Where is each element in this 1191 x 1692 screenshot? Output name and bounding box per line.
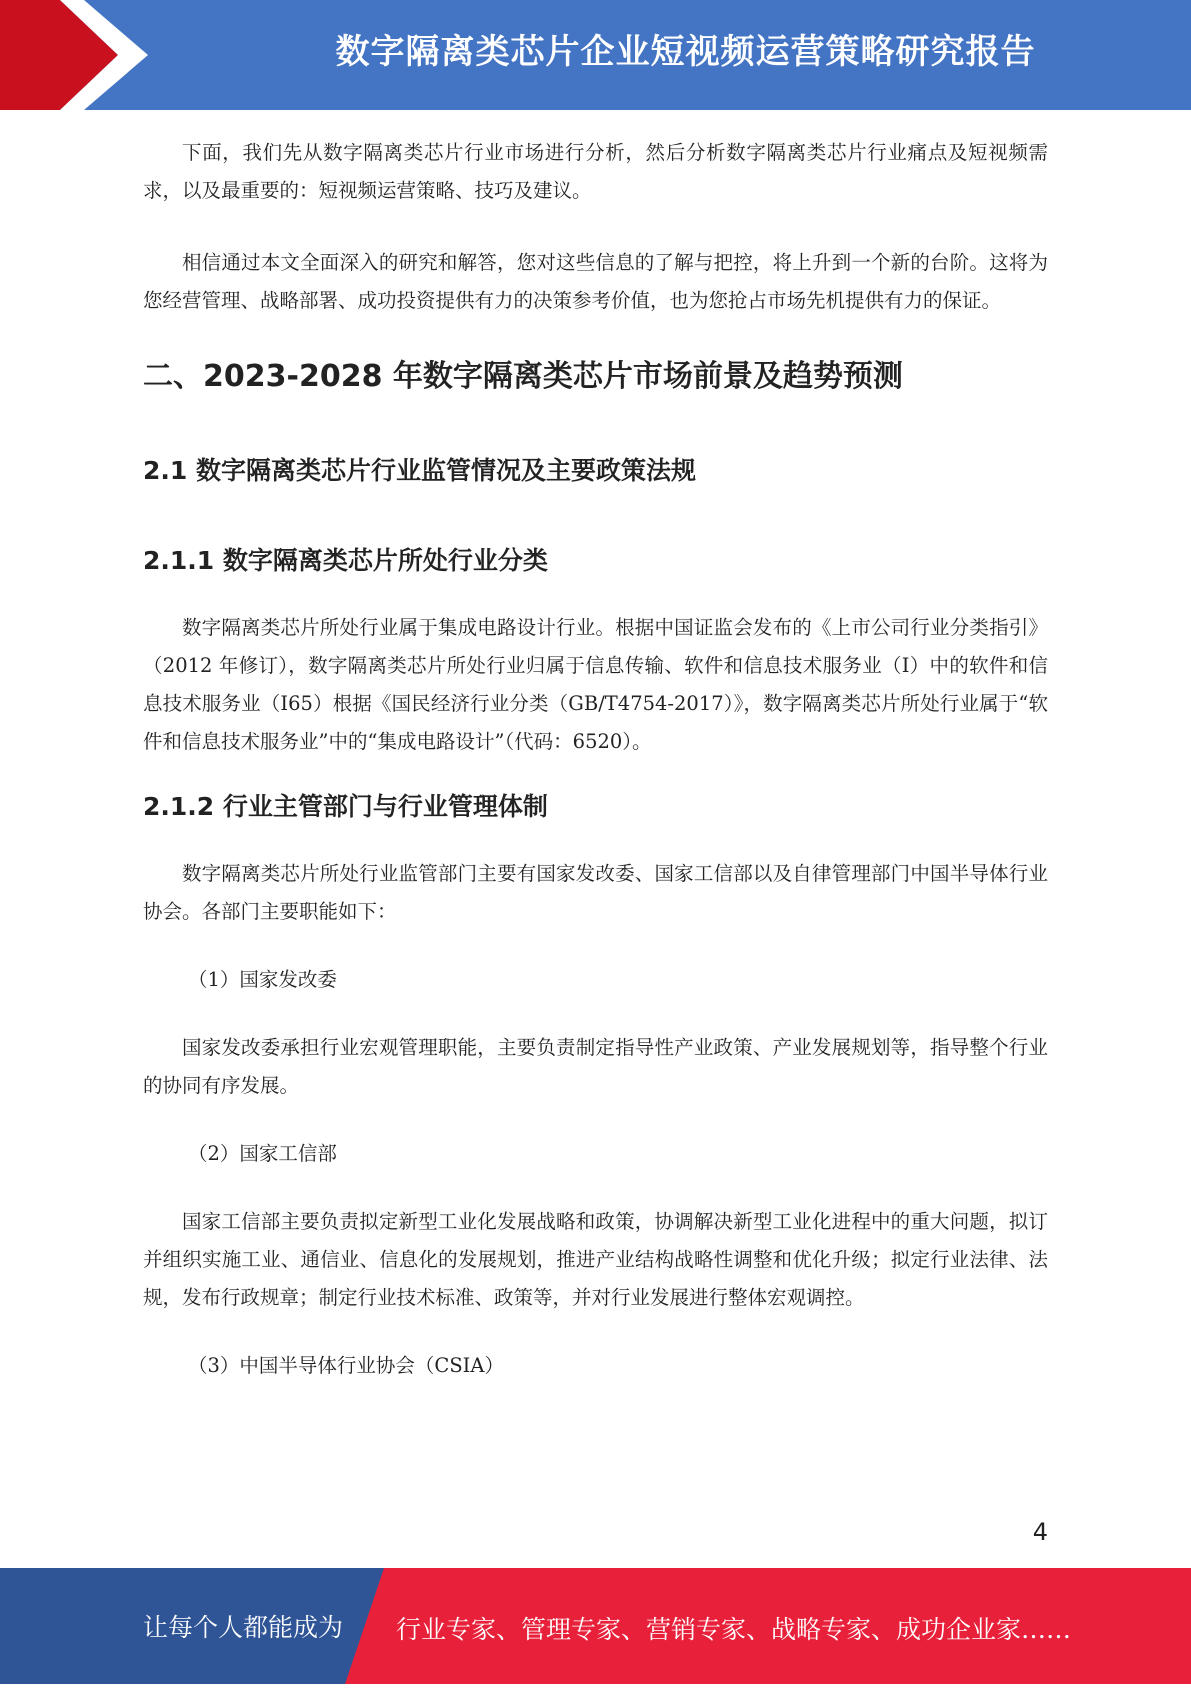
sub-subsection-heading-classification: 2.1.1 数字隔离类芯片所处行业分类 xyxy=(143,546,548,575)
paragraph-intro: 下面，我们先从数字隔离类芯片行业市场进行分析，然后分析数字隔离类芯片行业痛点及短视频需求，以及最重要的：短视频运营策略、技巧及建议。 xyxy=(143,141,1048,202)
list-item-csia: （3）中国半导体行业协会（CSIA） xyxy=(188,1354,504,1377)
paragraph-miit: 国家工信部主要负责拟定新型工业化发展战略和政策，协调解决新型工业化进程中的重大问题，拟订并组织实施工业、通信业、信息化的发展规划，推进产业结构战略性调整和优化升级；拟定行业法律、法规，发布行政规章；制定行业技术标准、政策等，并对行业发展进行整体宏观调控。 xyxy=(143,1210,1048,1309)
document-body xyxy=(143,134,1048,1385)
list-item-miit: （2）国家工信部 xyxy=(188,1142,337,1165)
paragraph-value: 相信通过本文全面深入的研究和解答，您对这些信息的了解与把控，将上升到一个新的台阶。这将为您经营管理、战略部署、成功投资提供有力的决策参考价值，也为您抢占市场先机提供有力的保证。 xyxy=(143,251,1048,312)
footer-slogan-right: 行业专家、管理专家、营销专家、战略专家、成功企业家…… xyxy=(396,1615,1072,1644)
page-number: 4 xyxy=(1032,1518,1048,1546)
footer-slogan-left: 让每个人都能成为 xyxy=(143,1613,344,1642)
page-footer xyxy=(0,1568,1191,1684)
sub-subsection-heading-regulation: 2.1.2 行业主管部门与行业管理体制 xyxy=(143,792,548,821)
report-title: 数字隔离类芯片企业短视频运营策略研究报告 xyxy=(335,32,1036,72)
paragraph-classification: 数字隔离类芯片所处行业属于集成电路设计行业。根据中国证监会发布的《上市公司行业分类指引》（2012 年修订），数字隔离类芯片所处行业归属于信息传输、软件和信息技术服务业（I）中的软件和信息技术服务业（I65）根据《国民经济行业分类（GB/T4754-2017）》，数字隔离类芯片所处行业属于“软件和信息技术服务业”中的“集成电路设计”（代码：6520）。 xyxy=(143,616,1048,753)
paragraph-ndrc: 国家发改委承担行业宏观管理职能，主要负责制定指导性产业政策、产业发展规划等，指导整个行业的协同有序发展。 xyxy=(143,1036,1048,1097)
subsection-heading: 2.1 数字隔离类芯片行业监管情况及主要政策法规 xyxy=(143,456,696,485)
list-item-ndrc: （1）国家发改委 xyxy=(188,968,337,991)
page-header xyxy=(0,0,1191,110)
paragraph-regulators: 数字隔离类芯片所处行业监管部门主要有国家发改委、国家工信部以及自律管理部门中国半导体行业协会。各部门主要职能如下： xyxy=(143,862,1048,923)
section-heading: 二、2023-2028 年数字隔离类芯片市场前景及趋势预测 xyxy=(143,359,903,394)
